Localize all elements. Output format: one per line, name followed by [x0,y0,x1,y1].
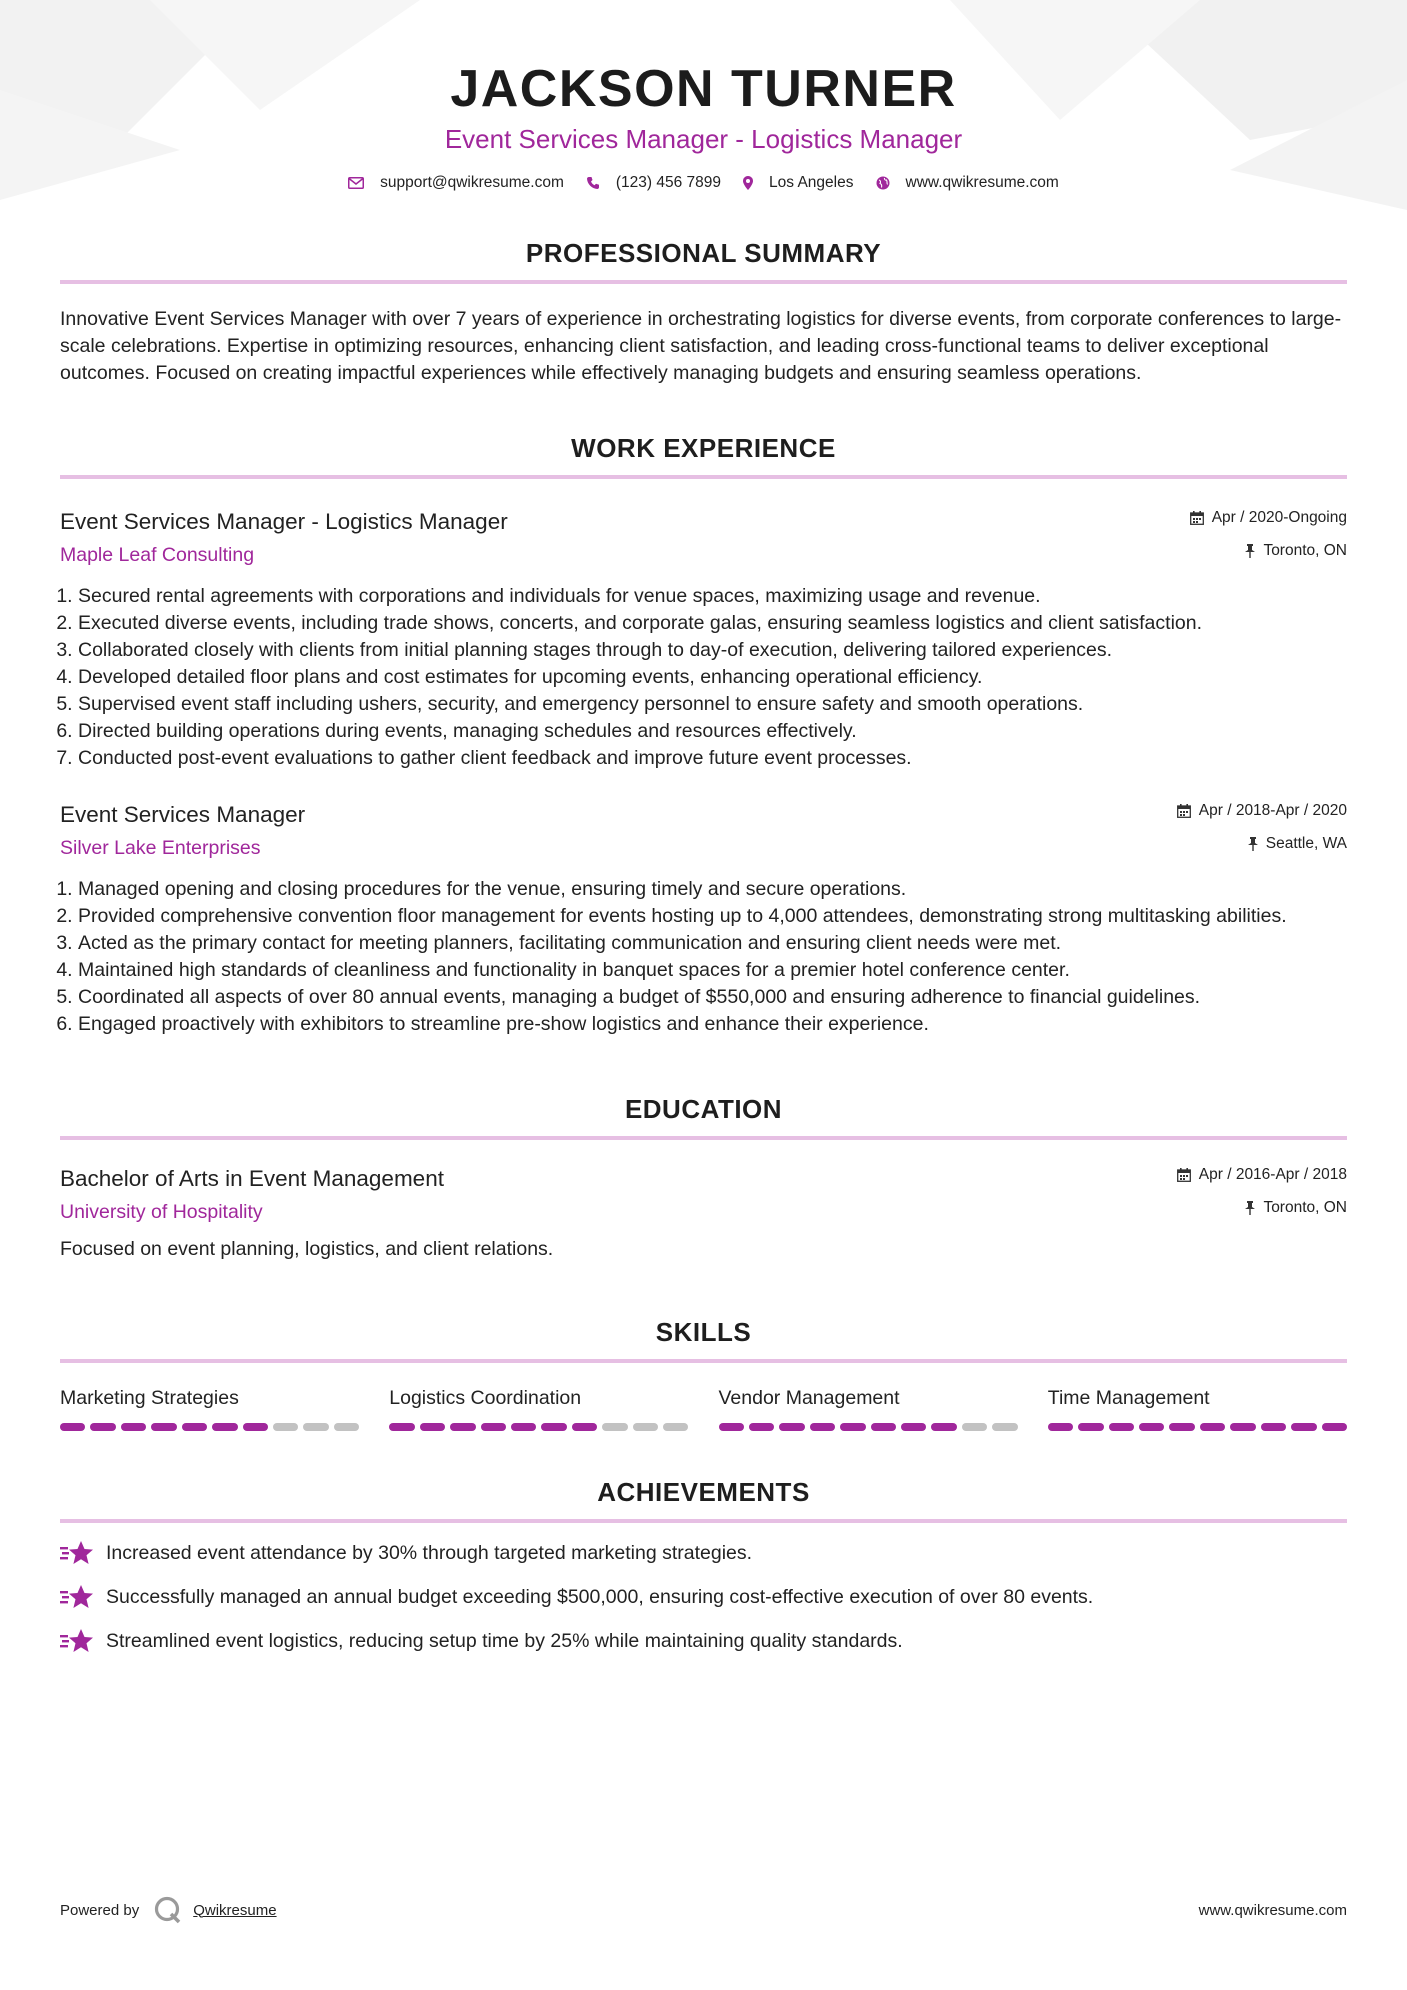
job-title: Event Services Manager [60,802,306,827]
skill-dot-filled [901,1423,926,1431]
skill-level-meter [719,1423,1018,1431]
skill-item [60,1385,359,1431]
page-footer [60,1896,1347,1924]
phone-icon [586,176,600,190]
skill-dot-filled [60,1423,85,1431]
skill-dot-filled [810,1423,835,1431]
skill-dot-filled [450,1423,475,1431]
achievements-section [60,1475,1347,1655]
skill-dot-filled [182,1423,207,1431]
star-icon [60,1540,96,1566]
job-bullet: 3. Collaborated closely with clients from initial planning stages through to day-of execution, delivering tailored experiences. [78,637,1347,664]
skill-dot-empty [663,1423,688,1431]
education-dates: Apr / 2016-Apr / 2018 [1198,1166,1347,1183]
job-title: Event Services Manager - Logistics Manager [60,509,508,534]
footer-website-link[interactable]: www.qwikresume.com [1198,1901,1347,1919]
skill-dot-filled [1322,1423,1347,1431]
skill-item [719,1385,1018,1431]
job-bullet: 1. Managed opening and closing procedures for the venue, ensuring timely and secure operations. [78,876,1347,903]
skill-item [389,1385,688,1431]
skill-dot-empty [273,1423,298,1431]
skill-dot-filled [389,1423,414,1431]
job-bullet: 2. Executed diverse events, including trade shows, concerts, and corporate galas, ensuring seamless logistics and client satisfaction. [78,610,1347,637]
skill-dot-filled [1109,1423,1134,1431]
job-location: Seattle, WA [1265,835,1347,852]
candidate-title: Event Services Manager - Logistics Manager [444,124,963,154]
achievement-text: Streamlined event logistics, reducing setup time by 25% while maintaining quality standards. [106,1630,903,1652]
skill-dot-filled [931,1423,956,1431]
globe-icon [876,176,890,190]
job-entry [60,507,1347,772]
education-section [60,1092,1347,1263]
skill-name: Time Management [1047,1387,1210,1409]
achievements-heading: ACHIEVEMENTS [60,1475,1347,1523]
job-meta [1190,507,1347,562]
skill-dot-empty [992,1423,1017,1431]
website-text: www.qwikresume.com [905,174,1059,191]
achievement-text: Successfully managed an annual budget exceeding $500,000, ensuring cost-effective execution of over 80 events. [106,1586,1094,1608]
education-description: Focused on event planning, logistics, and client relations. [60,1238,554,1260]
skill-dot-empty [303,1423,328,1431]
envelope-icon [348,177,364,189]
school-name: University of Hospitality [60,1201,263,1223]
education-meta [1177,1164,1347,1219]
location-text: Los Angeles [769,174,854,191]
skill-dot-filled [541,1423,566,1431]
email-text: support@qwikresume.com [380,174,564,191]
brand-link[interactable]: Qwikresume [193,1901,277,1919]
job-company: Maple Leaf Consulting [60,544,255,566]
resume-header [60,0,1347,192]
skill-dot-filled [1139,1423,1164,1431]
skills-list [60,1385,1347,1431]
star-icon [60,1628,96,1654]
skill-dot-filled [1169,1423,1194,1431]
job-bullets [60,876,1347,1038]
job-bullet: 4. Developed detailed floor plans and cost estimates for upcoming events, enhancing operational efficiency. [78,664,1347,691]
job-bullet: 7. Conducted post-event evaluations to gather client feedback and improve future event processes. [78,745,1347,772]
skill-dot-filled [719,1423,744,1431]
achievement-item [60,1627,1347,1655]
skill-dot-filled [840,1423,865,1431]
skill-dot-filled [151,1423,176,1431]
skill-dot-empty [334,1423,359,1431]
pushpin-icon [1248,837,1258,851]
powered-by-label: Powered by [60,1901,140,1919]
contact-phone[interactable] [586,174,721,192]
skill-dot-empty [602,1423,627,1431]
star-icon [60,1584,96,1610]
skill-item [1048,1385,1347,1431]
achievement-item [60,1583,1347,1611]
skill-dot-filled [1291,1423,1316,1431]
job-bullet: 3. Acted as the primary contact for meeting planners, facilitating communication and ensuring client needs were met. [78,930,1347,957]
job-bullets [60,583,1347,772]
contact-email[interactable] [348,174,564,192]
skill-dot-filled [1078,1423,1103,1431]
education-entry [60,1164,1347,1263]
contact-website[interactable] [876,174,1059,192]
degree-title: Bachelor of Arts in Event Management [60,1166,444,1191]
skill-level-meter [1048,1423,1347,1431]
job-bullet: 5. Coordinated all aspects of over 80 annual events, managing a budget of $550,000 and ensuring adherence to financial guidelines. [78,984,1347,1011]
pushpin-icon [1245,544,1255,558]
calendar-icon [1177,804,1191,818]
map-pin-icon [743,176,753,190]
job-meta [1177,800,1347,855]
phone-text: (123) 456 7899 [615,174,722,191]
skill-dot-filled [420,1423,445,1431]
skill-name: Logistics Coordination [389,1387,582,1409]
skill-dot-filled [779,1423,804,1431]
job-location: Toronto, ON [1263,542,1347,559]
skill-dot-filled [871,1423,896,1431]
skill-dot-filled [1048,1423,1073,1431]
pushpin-icon [1245,1201,1255,1215]
job-bullet: 6. Directed building operations during events, managing schedules and resources effectively. [78,718,1347,745]
job-dates: Apr / 2020-Ongoing [1211,509,1347,526]
job-bullet: 4. Maintained high standards of cleanliness and functionality in banquet spaces for a premier hotel conference center. [78,957,1347,984]
skill-dot-empty [962,1423,987,1431]
skill-dot-filled [90,1423,115,1431]
skill-dot-empty [633,1423,658,1431]
skill-dot-filled [1230,1423,1255,1431]
achievement-text: Increased event attendance by 30% through targeted marketing strategies. [106,1542,753,1564]
job-entry [60,800,1347,1038]
experience-heading: WORK EXPERIENCE [60,431,1347,479]
job-bullet: 2. Provided comprehensive convention floor management for events hosting up to 4,000 attendees, demonstrating strong multitasking abilities. [78,903,1347,930]
skill-dot-filled [1261,1423,1286,1431]
candidate-name: JACKSON TURNER [450,60,957,118]
calendar-icon [1190,511,1204,525]
skill-dot-filled [243,1423,268,1431]
skills-section [60,1315,1347,1431]
contact-bar [60,174,1347,192]
summary-section [60,236,1347,387]
skills-heading: SKILLS [60,1315,1347,1363]
skill-name: Vendor Management [718,1387,900,1409]
achievement-item [60,1539,1347,1567]
education-location: Toronto, ON [1263,1199,1347,1216]
summary-text: Innovative Event Services Manager with over 7 years of experience in orchestrating logistics for diverse events, from corporate conferences to large-scale celebrations. Expertise in optimizing resources, enhancing client satisfaction, and leading cross-functional teams to deliver exceptional outcomes. Focused on creating impactful experiences while effectively managing budgets and ensuring seamless operations. [60,308,1342,384]
skill-dot-filled [572,1423,597,1431]
job-dates: Apr / 2018-Apr / 2020 [1198,802,1347,819]
experience-section [60,431,1347,1038]
qwikresume-logo-icon [153,1896,183,1924]
summary-heading: PROFESSIONAL SUMMARY [60,236,1347,284]
skill-dot-filled [511,1423,536,1431]
job-bullet: 6. Engaged proactively with exhibitors to streamline pre-show logistics and enhance their experience. [78,1011,1347,1038]
skill-name: Marketing Strategies [60,1387,239,1409]
job-company: Silver Lake Enterprises [60,837,261,859]
job-bullet: 1. Secured rental agreements with corporations and individuals for venue spaces, maximizing usage and revenue. [78,583,1347,610]
calendar-icon [1177,1168,1191,1182]
skill-dot-filled [1200,1423,1225,1431]
skill-level-meter [389,1423,688,1431]
skill-dot-filled [749,1423,774,1431]
skill-dot-filled [481,1423,506,1431]
job-bullet: 5. Supervised event staff including ushers, security, and emergency personnel to ensure safety and smooth operations. [78,691,1347,718]
skill-dot-filled [121,1423,146,1431]
contact-location [743,174,853,192]
skill-level-meter [60,1423,359,1431]
skill-dot-filled [212,1423,237,1431]
education-heading: EDUCATION [60,1092,1347,1140]
